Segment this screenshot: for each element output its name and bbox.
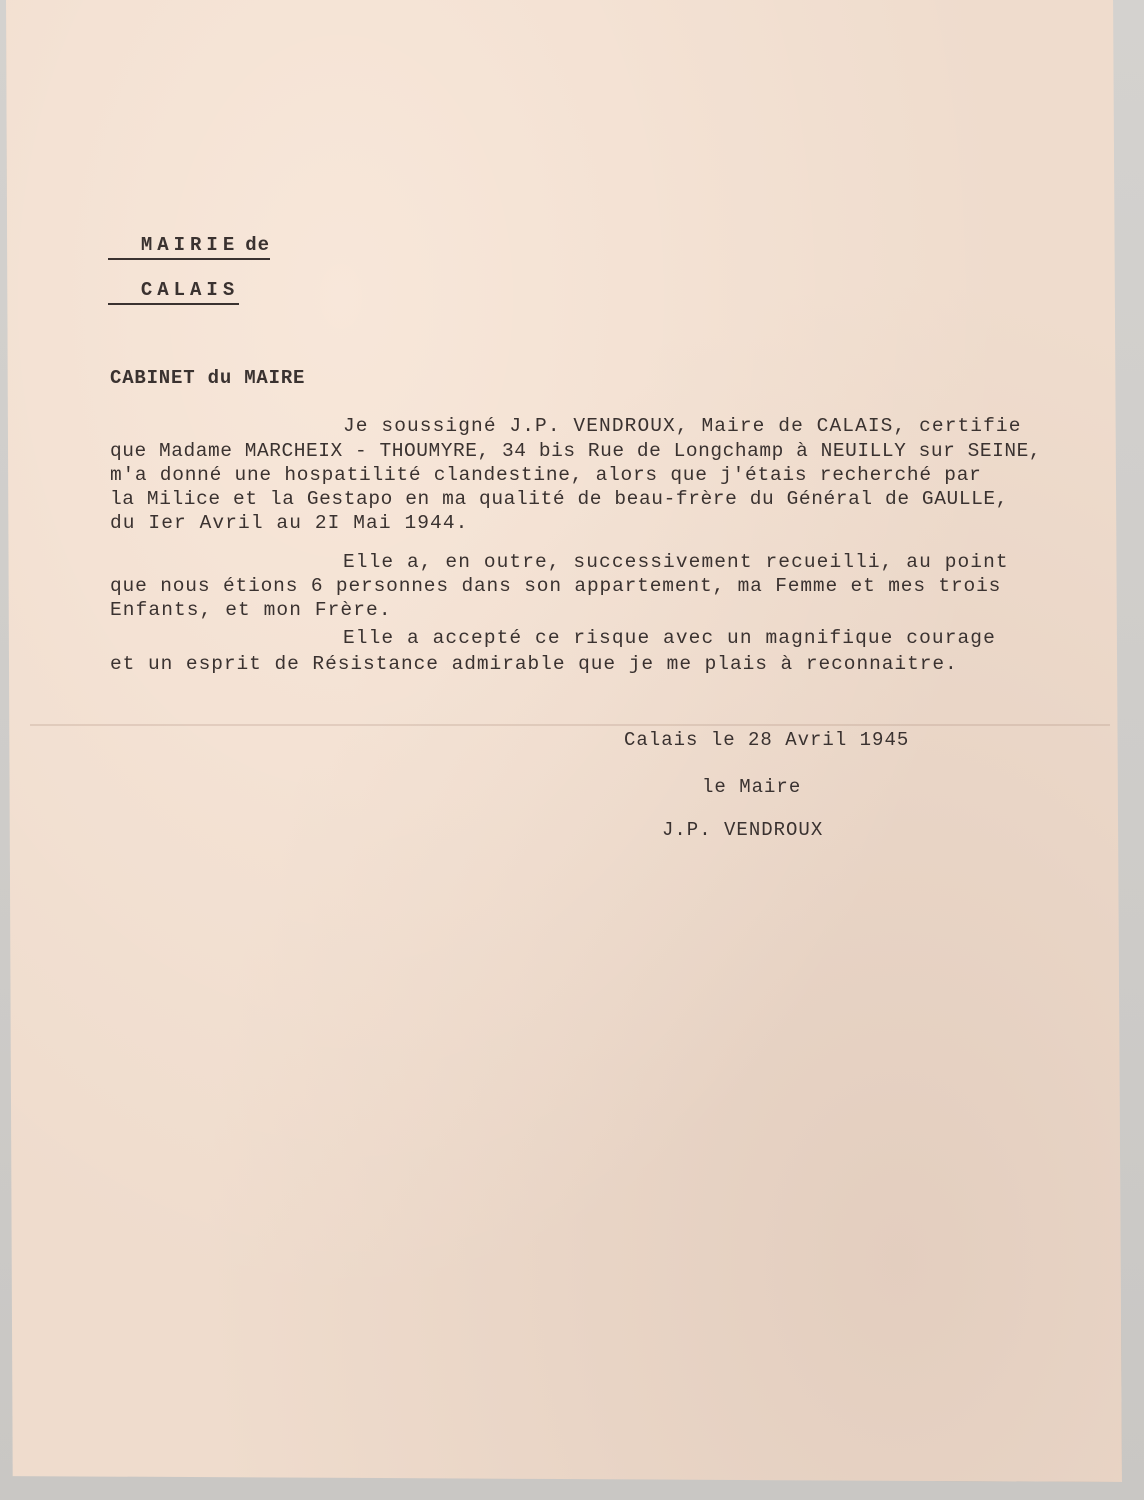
signature-name: J.P. VENDROUX — [662, 819, 824, 841]
letterhead-calais: CALAIS — [140, 279, 240, 301]
paragraph-3-line-1: Elle a accepté ce risque avec un magnifique courage — [343, 627, 996, 649]
paragraph-2-line-2: que nous étions 6 personnes dans son appartement, ma Femme et mes trois — [110, 575, 1002, 597]
paragraph-1-line-5: du Ier Avril au 2I Mai 1944. — [110, 512, 469, 534]
paper-fold-crease — [30, 724, 1110, 726]
letterhead-line-2 — [108, 257, 239, 305]
letterhead-mairie: MAIRIE — [140, 234, 240, 256]
signature-place-date: Calais le 28 Avril 1945 — [624, 729, 910, 751]
paragraph-1-line-2: que Madame MARCHEIX - THOUMYRE, 34 bis Rue de Longchamp à NEUILLY sur SEINE, — [110, 440, 1042, 462]
paragraph-3-line-2: et un esprit de Résistance admirable que je me plais à reconnaitre. — [110, 653, 958, 675]
signature-title: le Maire — [702, 776, 802, 798]
paragraph-2-line-1: Elle a, en outre, successivement recueilli, au point — [343, 551, 1009, 573]
letterhead-de: de — [245, 234, 271, 256]
paragraph-1-line-4: la Milice et la Gestapo en ma qualité de beau-frère du Général de GAULLE, — [110, 488, 1009, 510]
cabinet-heading: CABINET du MAIRE — [110, 367, 306, 389]
paragraph-1-line-3: m'a donné une hospatilité clandestine, alors que j'étais recherché par — [110, 464, 982, 486]
paragraph-1-line-1: Je soussigné J.P. VENDROUX, Maire de CALAIS, certifie — [343, 415, 1022, 437]
letterhead-line-1 — [108, 212, 270, 260]
paragraph-2-line-3: Enfants, et mon Frère. — [110, 599, 392, 621]
